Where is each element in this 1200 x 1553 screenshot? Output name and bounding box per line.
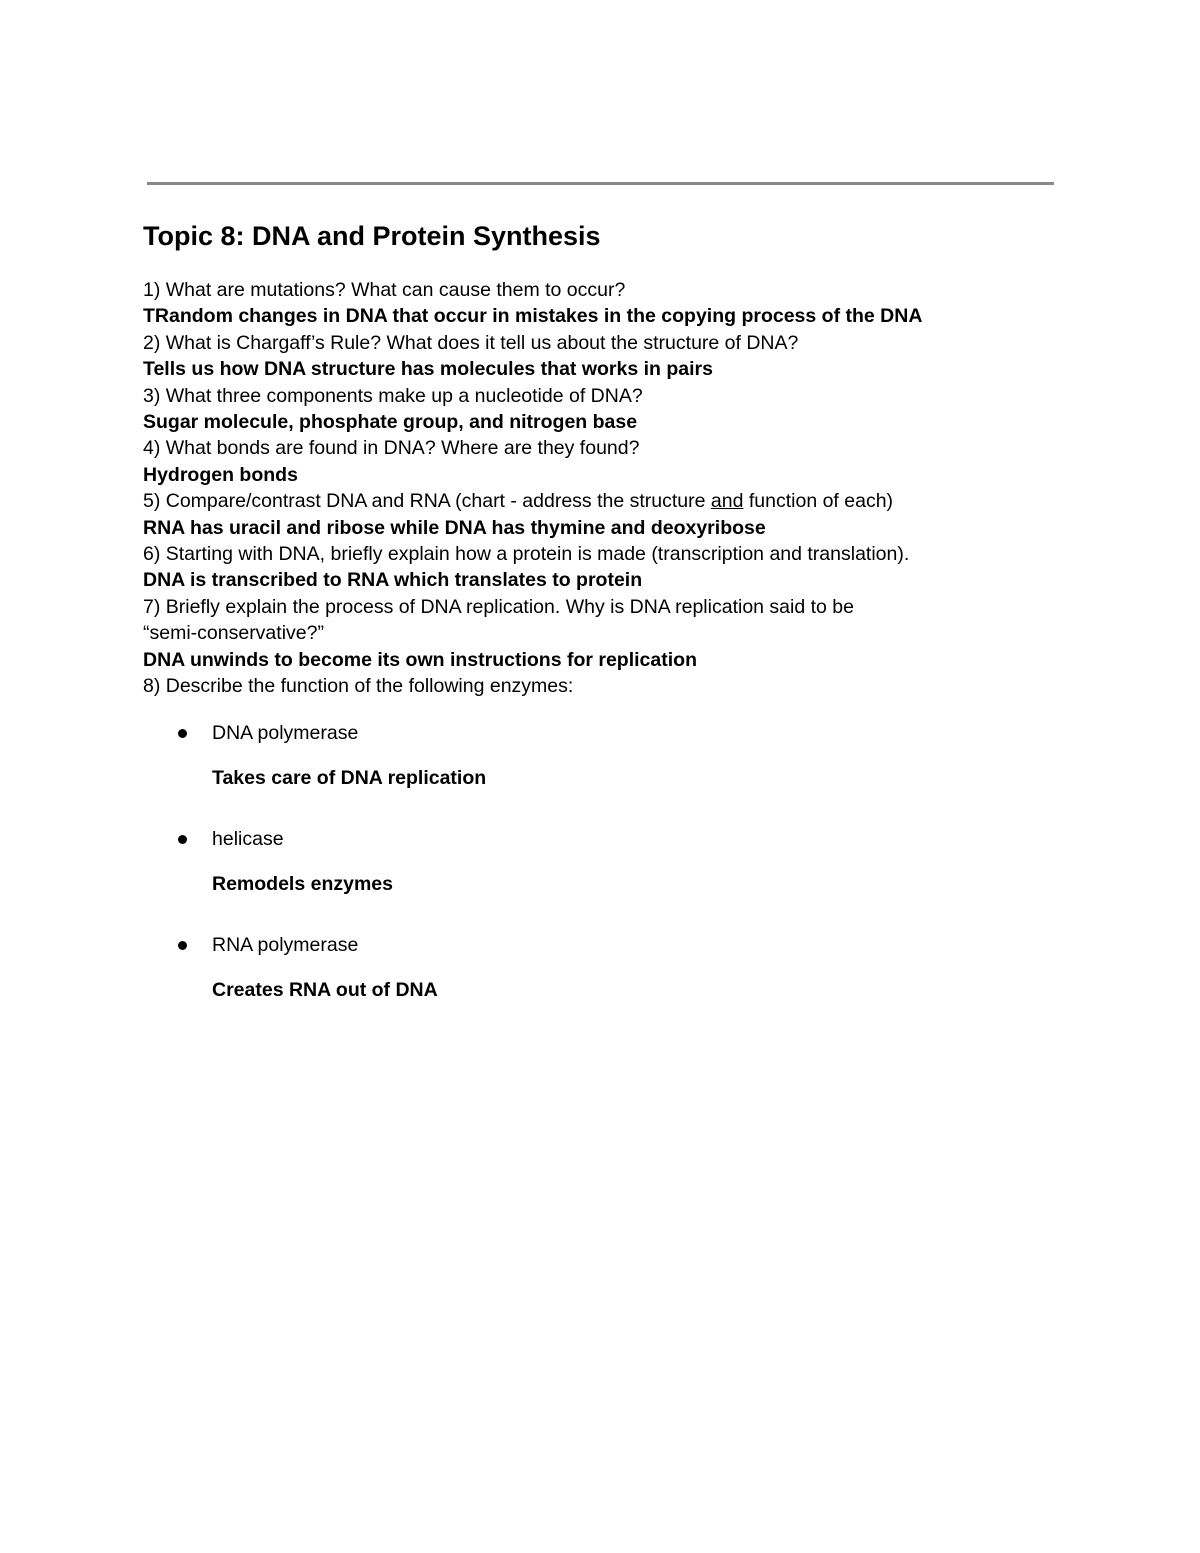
question-3: 3) What three components make up a nucleotide of DNA?: [143, 384, 643, 407]
question-5-text-after: function of each): [743, 490, 894, 513]
enzyme-answer: Remodels enzymes: [212, 873, 393, 895]
question-list: [143, 277, 1063, 700]
enzyme-name: [174, 930, 774, 960]
page-title: Topic 8: DNA and Protein Synthesis: [143, 221, 601, 251]
question-5: [143, 488, 1063, 514]
enzyme-name: [174, 824, 774, 854]
enzyme-item: [174, 718, 774, 793]
enzyme-item: [174, 930, 774, 1005]
bullet-icon: [178, 941, 187, 950]
bullet-icon: [178, 835, 187, 844]
enzyme-name-text: RNA polymerase: [212, 934, 359, 956]
question-8: 8) Describe the function of the following enzymes:: [143, 675, 574, 698]
question-5-underlined-word: and: [710, 490, 744, 513]
question-1: 1) What are mutations? What can cause them to occur?: [143, 279, 626, 301]
answer-6: DNA is transcribed to RNA which translates to protein: [143, 569, 643, 592]
enzyme-name-text: DNA polymerase: [212, 722, 359, 744]
question-5-text-before: 5) Compare/contrast DNA and RNA (chart - address the structure: [143, 490, 711, 513]
answer-5: RNA has uracil and ribose while DNA has thymine and deoxyribose: [143, 516, 766, 539]
question-7-line-2: “semi-conservative?”: [143, 622, 324, 645]
answer-3: Sugar molecule, phosphate group, and nitrogen base: [143, 411, 638, 434]
answer-1: TRandom changes in DNA that occur in mistakes in the copying process of the DNA: [143, 305, 923, 328]
bullet-icon: [178, 729, 187, 738]
answer-4: Hydrogen bonds: [143, 463, 298, 486]
question-7-line-1: 7) Briefly explain the process of DNA replication. Why is DNA replication said to be: [143, 595, 854, 618]
enzyme-name-text: helicase: [212, 828, 284, 850]
answer-2: Tells us how DNA structure has molecules that works in pairs: [143, 358, 713, 381]
question-2: 2) What is Chargaff’s Rule? What does it tell us about the structure of DNA?: [143, 331, 799, 354]
enzyme-answer: Creates RNA out of DNA: [212, 979, 438, 1001]
enzyme-list: [174, 718, 774, 1005]
header-divider: [147, 182, 1054, 185]
enzyme-name: [174, 718, 774, 748]
answer-7: DNA unwinds to become its own instructions for replication: [143, 648, 697, 671]
question-4: 4) What bonds are found in DNA? Where are they found?: [143, 437, 640, 460]
enzyme-item: [174, 824, 774, 899]
question-6: 6) Starting with DNA, briefly explain how a protein is made (transcription and translation).: [143, 543, 910, 566]
enzyme-answer: Takes care of DNA replication: [212, 767, 487, 789]
